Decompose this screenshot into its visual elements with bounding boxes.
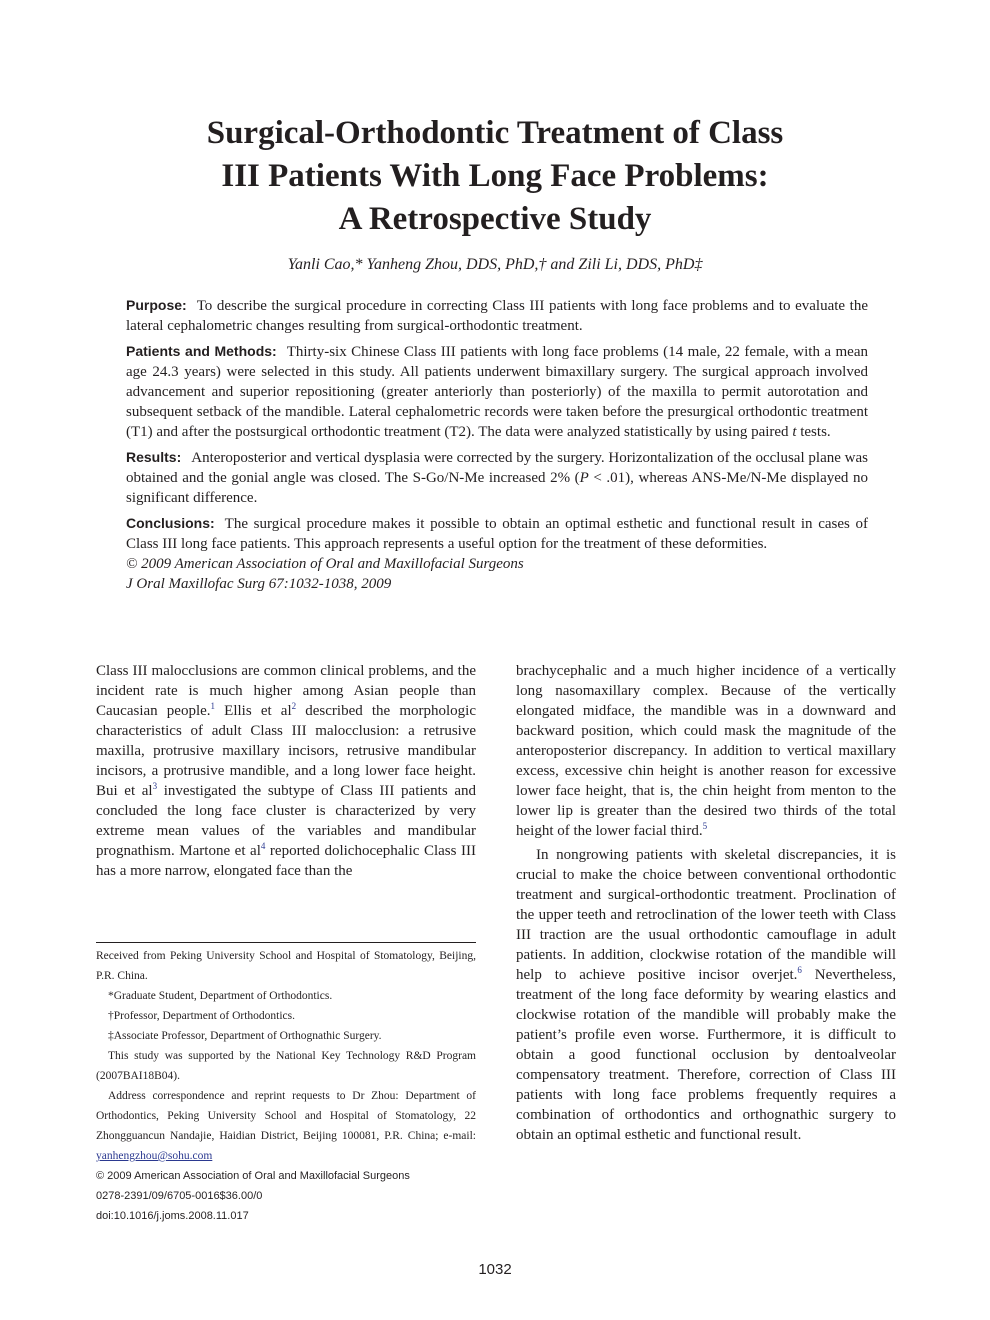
reference-link[interactable]: 1: [210, 701, 216, 711]
title-line: III Patients With Long Face Problems:: [221, 158, 769, 194]
reference-link[interactable]: 6: [797, 965, 802, 975]
conclusions-text: The surgical procedure makes it possible to obtain an optimal esthetic and functional result in cases of Class III long face patients. This approach represents a useful option for the treatment of these deformities.: [126, 516, 868, 552]
abstract: [126, 295, 868, 594]
results-p-symbol: P: [579, 470, 589, 486]
body-paragraph: [96, 661, 476, 881]
footnote-received: Received from Peking University School and Hospital of Stomatology, Beijing, P.R. China.: [96, 950, 476, 982]
reference-link[interactable]: 4: [260, 841, 266, 851]
results-text-end: < .01), whereas ANS-Me/N-Me displayed no significant difference.: [126, 470, 868, 506]
abstract-results: [126, 447, 868, 508]
body-column-left: [96, 661, 476, 881]
email-link[interactable]: yanhengzhou@sohu.com: [96, 1150, 213, 1162]
abstract-conclusions: [126, 513, 868, 554]
body-text: Nevertheless, treatment of the long face deformity by wearing elastics and clockwise rotation of the mandible will probably make the patient’s profile even worse. Furthermore, it is difficult to obtain a good functional occlusion by dentoalveolar compensatory treatment. Therefore, correction of Class III patients with long face problems frequently requires a combination of orthodontics and orthognathic surgery to obtain an optimal esthetic and functional result.: [516, 967, 897, 1143]
footnote-author-1: *Graduate Student, Department of Orthodontics.: [108, 990, 333, 1002]
body-paragraph: [516, 661, 896, 841]
body-text: Ellis et al: [215, 703, 292, 719]
footnote-funding: This study was supported by the National Key Technology R&D Program (2007BAI18B04).: [96, 1050, 476, 1082]
reference-link[interactable]: 2: [291, 701, 297, 711]
methods-label: Patients and Methods:: [126, 343, 277, 359]
results-text: Anteroposterior and vertical dysplasia were corrected by the surgery. Horizontalization of the occlusal plane was obtained and the gonial angle was closed. The S-Go/N-Me increased 2% (: [126, 450, 868, 486]
footnote-correspondence: [96, 1086, 476, 1166]
footnote-author-2: †Professor, Department of Orthodontics.: [108, 1010, 296, 1022]
footnote-divider: [96, 942, 476, 943]
title-line: Surgical-Orthodontic Treatment of Class: [206, 115, 784, 151]
body-column-right: [516, 661, 896, 1145]
reference-link[interactable]: 3: [152, 781, 158, 791]
body-text: described the morphologic characteristics of adult Class III malocclusion: a retrusive maxilla, protrusive maxillary incisors, retrusive mandibular incisors, a protrusive mandible, and a long lower face height. Bui et al: [96, 703, 477, 799]
footnote-issn: 0278-2391/09/6705-0016$36.00/0: [96, 1190, 263, 1202]
title-line: A Retrospective Study: [338, 201, 652, 237]
results-label: Results:: [126, 449, 182, 465]
footnote-copyright: © 2009 American Association of Oral and Maxillofacial Surgeons: [96, 1170, 410, 1182]
purpose-label: Purpose:: [126, 297, 187, 313]
body-text: investigated the subtype of Class III patients and concluded the long face cluster is characterized by very extreme mean values of the variables and mandibular prognathism. Martone et al: [96, 783, 476, 859]
page-number: 1032: [478, 1261, 512, 1278]
methods-text-end: tests.: [800, 424, 831, 440]
body-text: brachycephalic and a much higher incidence of a vertically long nasomaxillary complex. Because of the vertically elongated midface, the mandible was in a downward and backward position, which could mask the magnitude of the anteroposterior discrepancy. In addition to vertical maxillary excess, excessive chin height is another reason for excessive lower face height, that is, the chin height from menton to the lower lip is greater than the desired two thirds of the total height of the lower facial third.: [516, 663, 896, 839]
conclusions-label: Conclusions:: [126, 515, 215, 531]
body-paragraph: [516, 845, 896, 1145]
correspondence-text: Address correspondence and reprint requests to Dr Zhou: Department of Orthodontics, Peking University School and Hospital of Stomatology, 22 Zhongguancun Nandajie, Haidian District, Beijing 100081, P.R. China; e-mail:: [96, 1090, 476, 1142]
footnotes: [96, 946, 476, 1226]
methods-text: Thirty-six Chinese Class III patients with long face problems (14 male, 22 female, with a mean age 24.3 years) were selected in this study. All patients underwent bimaxillary surgery. The surgical approach involved advancement and superior repositioning (greater anteriorly than posteriorly) of the maxilla to permit autorotation and subsequent setback of the mandible. Lateral cephalometric records were taken before the presurgical orthodontic treatment (T1) and after the postsurgical orthodontic treatment (T2). The data were analyzed statistically by using paired: [126, 344, 868, 440]
abstract-purpose: [126, 295, 868, 336]
abstract-methods: [126, 341, 868, 442]
footnote-author-3: ‡Associate Professor, Department of Orthognathic Surgery.: [108, 1030, 382, 1042]
reference-link[interactable]: 5: [702, 821, 708, 831]
journal-citation: J Oral Maxillofac Surg 67:1032-1038, 2009: [126, 576, 392, 592]
body-text: reported dolichocephalic Class III has a more narrow, elongated face than the: [96, 843, 477, 879]
author-list: Yanli Cao,* Yanheng Zhou, DDS, PhD,† and Zili Li, DDS, PhD‡: [287, 256, 703, 273]
abstract-copyright: © 2009 American Association of Oral and Maxillofacial Surgeons: [126, 556, 524, 572]
methods-t-symbol: t: [792, 424, 797, 440]
purpose-text: To describe the surgical procedure in correcting Class III patients with long face problems and to evaluate the lateral cephalometric changes resulting from surgical-orthodontic treatment.: [126, 298, 868, 334]
body-text: Class III malocclusions are common clinical problems, and the incident rate is much higher among Asian people than Caucasian people.: [96, 663, 476, 719]
article-title: [60, 112, 930, 241]
body-text: In nongrowing patients with skeletal discrepancies, it is crucial to make the choice between conventional orthodontic treatment and surgical-orthodontic treatment. Proclination of the upper teeth and retroclination of the lower teeth with Class III traction are the usual orthodontic camouflage in adult patients. In addition, clockwise rotation of the mandible will help to achieve positive incisor overjet.: [516, 847, 896, 983]
footnote-doi[interactable]: doi:10.1016/j.joms.2008.11.017: [96, 1210, 249, 1222]
